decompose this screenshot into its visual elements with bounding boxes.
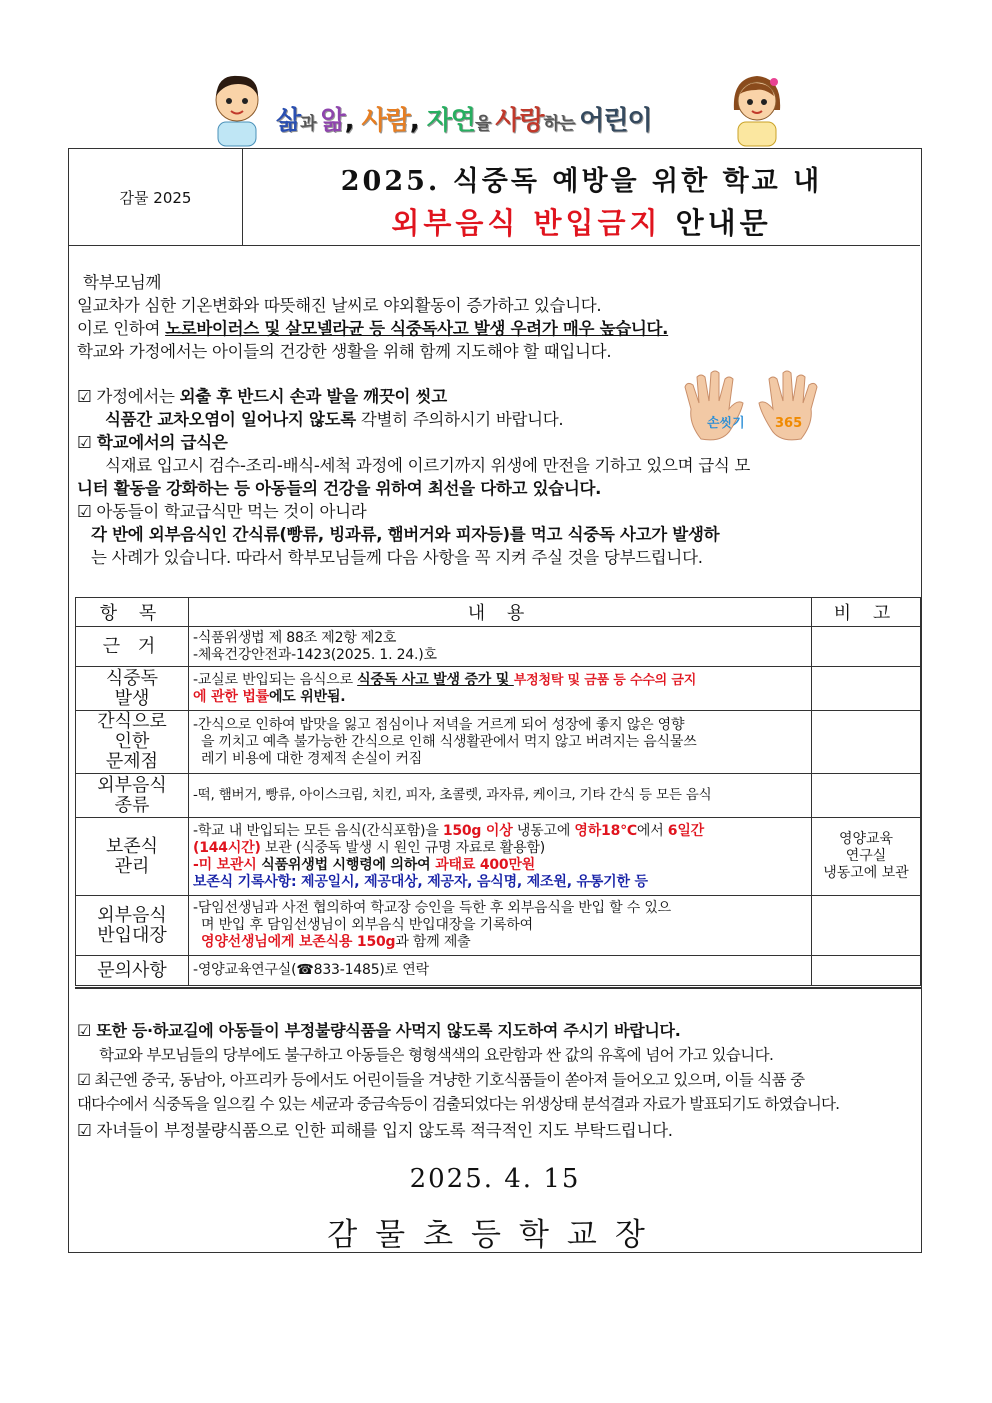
item-home: ☑ 가정에서는 외출 후 반드시 손과 발을 깨끗이 씻고 bbox=[77, 387, 447, 406]
signature: 감물초등학교장 bbox=[327, 1217, 663, 1253]
title-line-1: 2025. 식중독 예방을 위한 학교 내 bbox=[340, 166, 823, 197]
item-children-line-1: 각 반에 외부음식인 간식류(빵류, 빙과류, 햄버거와 피자등)를 먹고 식중독 사고가 발생하 bbox=[91, 525, 720, 544]
slogan: 삶과 앎, 사람, 자연을 사랑하는 어린이 bbox=[276, 106, 652, 136]
row-label: 간식으로 인한 문제점 bbox=[76, 711, 189, 774]
row-label: 식중독 발생 bbox=[76, 667, 189, 711]
table-row bbox=[76, 711, 921, 774]
table-row bbox=[76, 667, 921, 711]
row-note bbox=[812, 896, 921, 956]
footer-note-1: ☑ 또한 등·하교길에 아동들이 부정불량식품을 사먹지 않도록 지도하여 주시기 바랍니다. bbox=[77, 1021, 681, 1040]
table-row bbox=[76, 627, 921, 667]
row-note: 영양교육 연구실 냉동고에 보관 bbox=[812, 818, 921, 896]
table-bottom-rule bbox=[75, 987, 921, 989]
row-content: -학교 내 반입되는 모든 음식(간식포함)을 150g 이상 냉동고에 영하18℃에서 6일간 (144시간) 보관 (식중독 발생 시 원인 규명 자료로 활용함) -미 보관시 식품위생법 시행령에 의하여 과태료 400만원 보존식 기록사항: 제공일시, 제공대상, 제공자, 음식명, 제조원, 유통기한 등 bbox=[189, 818, 812, 896]
girl-character-icon bbox=[728, 70, 786, 148]
handwashing-logo-icon bbox=[681, 369, 821, 449]
table-row bbox=[76, 774, 921, 818]
boy-character-icon bbox=[208, 70, 266, 148]
row-content: -교실로 반입되는 음식으로 식중독 사고 발생 증가 및 부정청탁 및 금품 등 수수의 금지 에 관한 법률에도 위반됨. bbox=[189, 667, 812, 711]
intro-line-2: 이로 인하여 노로바이러스 및 살모넬라균 등 식중독사고 발생 우려가 매우 높습니다. bbox=[77, 319, 669, 338]
greeting: 학부모님께 bbox=[83, 273, 162, 292]
logo-text-right: 365 bbox=[775, 416, 803, 431]
document-code: 감물 2025 bbox=[69, 149, 243, 245]
footer-note-2-line-2: 대다수에서 식중독을 일으킬 수 있는 세균과 중금속등이 검출되었다는 위생상태 분석결과 자료가 발표되기도 하였습니다. bbox=[77, 1095, 840, 1113]
row-note bbox=[812, 774, 921, 818]
table-row bbox=[76, 956, 921, 986]
row-content: -식품위생법 제 88조 제2항 제2호 -체육건강안전과-1423(2025. 1. 24.)호 bbox=[189, 627, 812, 667]
table-header-row bbox=[76, 598, 921, 627]
table-row bbox=[76, 896, 921, 956]
row-label: 근 거 bbox=[76, 627, 189, 667]
row-label: 보존식 관리 bbox=[76, 818, 189, 896]
item-school: ☑ 학교에서의 급식은 bbox=[77, 433, 228, 452]
issue-date: 2025. 4. 15 bbox=[409, 1164, 581, 1194]
row-content: -간식으로 인하여 밥맛을 잃고 점심이나 저녁을 거르게 되어 성장에 좋지 않은 영향 을 끼치고 예측 불가능한 간식으로 인해 식생활관에서 먹지 않고 버려지는 음식물쓰 레기 비용에 대한 경제적 손실이 커짐 bbox=[189, 711, 812, 774]
row-note bbox=[812, 667, 921, 711]
row-content: -담임선생님과 사전 협의하여 학교장 승인을 득한 후 외부음식을 반입 할 수 있으 며 반입 후 담임선생님이 외부음식 반입대장을 기록하여 영양선생님에게 보존식용 150g과 함께 제출 bbox=[189, 896, 812, 956]
table-row bbox=[76, 818, 921, 896]
item-home-2: 식품간 교차오염이 일어나지 않도록 각별히 주의하시기 바랍니다. bbox=[105, 410, 564, 429]
header-note: 비 고 bbox=[812, 598, 921, 627]
intro-line-1: 일교차가 심한 기온변화와 따뜻해진 날씨로 야외활동이 증가하고 있습니다. bbox=[77, 296, 602, 315]
header-item: 항 목 bbox=[76, 598, 189, 627]
notice-frame bbox=[68, 148, 922, 1253]
header-content: 내 용 bbox=[189, 598, 812, 627]
item-children-line-2: 는 사례가 있습니다. 따라서 학부모님들께 다음 사항을 꼭 지켜 주실 것을 당부드립니다. bbox=[91, 548, 703, 567]
footer-note-1-sub: 학교와 부모님들의 당부에도 불구하고 아동들은 형형색색의 요란함과 싼 값의 유혹에 넘어 가고 있습니다. bbox=[99, 1046, 774, 1064]
row-label: 외부음식 종류 bbox=[76, 774, 189, 818]
title-line-2: 외부음식 반입금지 안내문 bbox=[391, 206, 772, 240]
row-note bbox=[812, 956, 921, 986]
item-school-line-2: 니터 활동을 강화하는 등 아동들의 건강을 위하여 최선을 다하고 있습니다. bbox=[77, 479, 602, 498]
row-label: 외부음식 반입대장 bbox=[76, 896, 189, 956]
item-children: ☑ 아동들이 학교급식만 먹는 것이 아니라 bbox=[77, 502, 367, 521]
info-table bbox=[75, 597, 921, 986]
logo-text-left: 손씻기 bbox=[707, 416, 745, 431]
top-banner bbox=[0, 68, 992, 148]
intro-line-3: 학교와 가정에서는 아이들의 건강한 생활을 위해 함께 지도해야 할 때입니다. bbox=[77, 342, 612, 361]
row-content: -떡, 햄버거, 빵류, 아이스크림, 치킨, 피자, 초콜렛, 과자류, 케이크, 기타 간식 등 모든 음식 bbox=[189, 774, 812, 818]
row-label: 문의사항 bbox=[76, 956, 189, 986]
row-note bbox=[812, 711, 921, 774]
item-school-line-1: 식재료 입고시 검수-조리-배식-세척 과정에 이르기까지 위생에 만전을 기하고 있으며 급식 모 bbox=[105, 456, 751, 475]
footer-note-3: ☑ 자녀들이 부정불량식품으로 인한 피해를 입지 않도록 적극적인 지도 부탁드립니다. bbox=[77, 1121, 673, 1140]
footer-note-2-line-1: ☑ 최근엔 중국, 동남아, 아프리카 등에서도 어린이들을 겨냥한 기호식품들이 쏟아져 들어오고 있으며, 이들 식품 중 bbox=[77, 1071, 805, 1089]
notice-header bbox=[69, 149, 920, 246]
row-note bbox=[812, 627, 921, 667]
row-content: -영양교육연구실(☎833-1485)로 연락 bbox=[189, 956, 812, 986]
